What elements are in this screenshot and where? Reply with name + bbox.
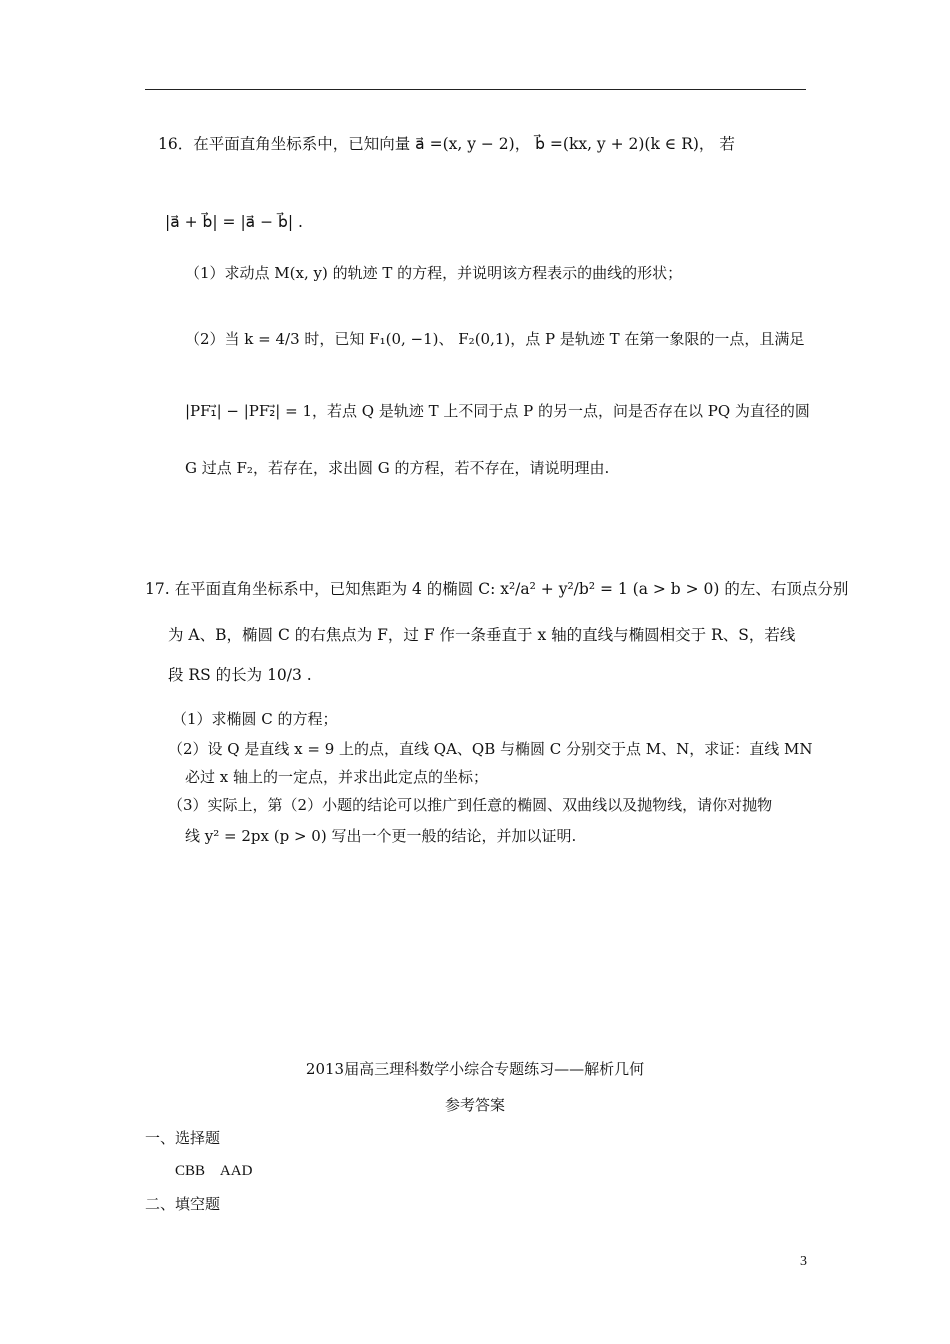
- q16-part1: （1）求动点 M(x, y) 的轨迹 T 的方程，并说明该方程表示的曲线的形状；: [185, 264, 683, 282]
- q17-part3-line1: （3）实际上，第（2）小题的结论可以推广到任意的椭圆、双曲线以及抛物线，请你对抛物: [168, 796, 773, 814]
- q17-stem-line1: 17. 在平面直角坐标系中，已知焦距为 4 的椭圆 C: x²/a² + y²/b² = 1 (a > b > 0) 的左、右顶点分别: [145, 580, 849, 598]
- q17-part2-line2: 必过 x 轴上的一定点，并求出此定点的坐标；: [185, 768, 488, 786]
- q16-part2-line2: |PF₁⃗| − |PF₂⃗| = 1，若点 Q 是轨迹 T 上不同于点 P 的另一点，问是否存在以 PQ 为直径的圆: [185, 402, 810, 420]
- q17-part2-line1: （2）设 Q 是直线 x = 9 上的点，直线 QA、QB 与椭圆 C 分别交于点 M、N，求证：直线 MN: [168, 740, 813, 758]
- q16-stem-line2: |a⃗ + b⃗| = |a⃗ − b⃗| .: [165, 213, 303, 231]
- q16-stem-line1: 16．在平面直角坐标系中，已知向量 a⃗ =(x, y − 2)， b⃗ =(kx, y + 2)(k ∈ R)， 若: [158, 135, 735, 153]
- q17-part3-line2: 线 y² = 2px (p > 0) 写出一个更一般的结论，并加以证明.: [185, 827, 577, 845]
- q16-part2-line1: （2）当 k = 4/3 时，已知 F₁(0, −1)、 F₂(0,1)，点 P 是轨迹 T 在第一象限的一点，且满足: [185, 330, 805, 348]
- q16-part2-line3: G 过点 F₂，若存在，求出圆 G 的方程，若不存在，请说明理由.: [185, 459, 610, 477]
- q17-stem-line2: 为 A、B，椭圆 C 的右焦点为 F，过 F 作一条垂直于 x 轴的直线与椭圆相交于 R、S，若线: [168, 626, 796, 644]
- header-rule: [145, 89, 806, 90]
- page-number: 3: [800, 1254, 807, 1269]
- q17-stem-line3: 段 RS 的长为 10/3 .: [168, 666, 312, 684]
- choice-answers: CBB AAD: [175, 1163, 253, 1179]
- q17-part1: （1）求椭圆 C 的方程；: [172, 710, 338, 728]
- section-choice-heading: 一、选择题: [145, 1129, 221, 1147]
- answers-title: 2013届高三理科数学小综合专题练习——解析几何: [305, 1060, 645, 1078]
- section-fill-heading: 二、填空题: [145, 1195, 221, 1213]
- answers-subtitle: 参考答案: [444, 1096, 505, 1114]
